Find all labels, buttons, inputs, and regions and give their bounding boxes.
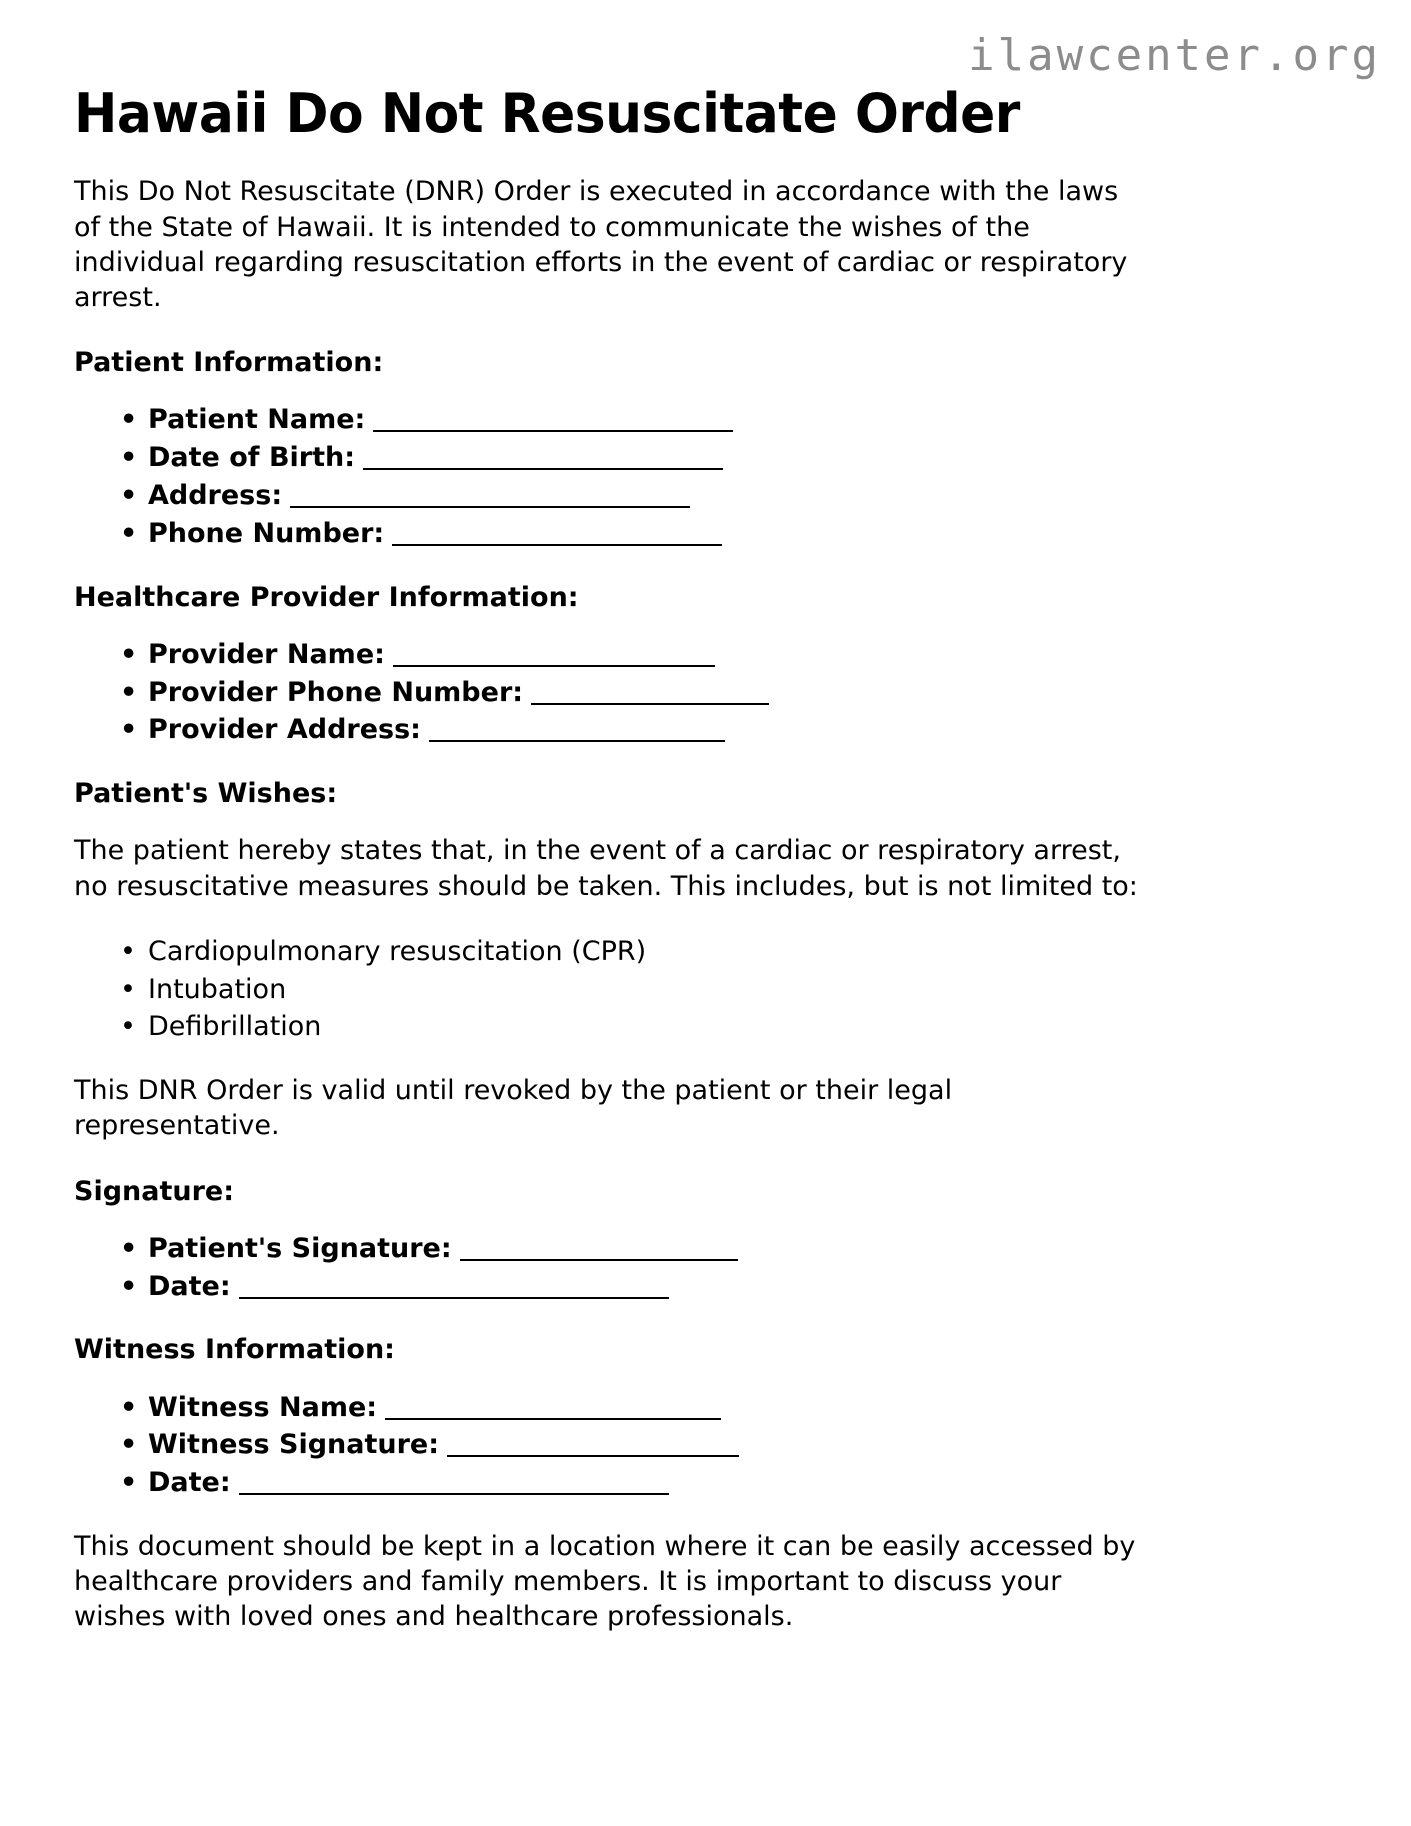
validity-paragraph: This DNR Order is valid until revoked by the patient or their legal representative. bbox=[74, 1075, 953, 1142]
witness-field-fill-line[interactable] bbox=[447, 1433, 739, 1457]
patient-field-label: Patient Name: bbox=[148, 403, 366, 435]
witness-field-row bbox=[120, 1427, 1344, 1463]
closing-paragraph: This document should be kept in a location where it can be easily accessed by healthcare providers and family members. It is important to discuss your wishes with loved ones and healthcare professionals. bbox=[74, 1531, 1136, 1633]
provider-field-fill-line[interactable] bbox=[531, 681, 769, 705]
healthcare-provider-fields bbox=[74, 637, 1344, 749]
patient-field-label: Phone Number: bbox=[148, 517, 385, 549]
witness-field-label: Witness Name: bbox=[148, 1391, 378, 1423]
patient-field-fill-line[interactable] bbox=[363, 446, 723, 470]
witness-field-row bbox=[120, 1390, 1344, 1426]
signature-field-fill-line[interactable] bbox=[460, 1237, 738, 1261]
patient-field-row bbox=[120, 440, 1344, 476]
section-heading-healthcare-provider-information: Healthcare Provider Information: bbox=[74, 581, 579, 613]
witness-field-row bbox=[120, 1465, 1344, 1501]
section-heading-patients-wishes: Patient's Wishes: bbox=[74, 778, 338, 810]
wishes-item: • Intubation bbox=[120, 972, 1344, 1008]
witness-field-label: Date: bbox=[148, 1467, 231, 1499]
provider-field-row bbox=[120, 712, 1344, 748]
patient-field-fill-line[interactable] bbox=[392, 522, 722, 546]
witness-information-fields bbox=[74, 1390, 1344, 1502]
wishes-item: • Cardiopulmonary resuscitation (CPR) bbox=[120, 934, 1344, 970]
signature-field-fill-line[interactable] bbox=[239, 1275, 669, 1299]
provider-field-label: Provider Address: bbox=[148, 714, 421, 746]
provider-field-fill-line[interactable] bbox=[393, 643, 715, 667]
patient-field-row bbox=[120, 402, 1344, 438]
signature-field-row bbox=[120, 1269, 1344, 1305]
document-content bbox=[74, 84, 1344, 1665]
page-title: Hawaii Do Not Resuscitate Order bbox=[74, 82, 1020, 145]
patient-field-fill-line[interactable] bbox=[373, 408, 733, 432]
site-watermark: ilawcenter.org bbox=[968, 30, 1381, 81]
section-heading-signature: Signature: bbox=[74, 1175, 235, 1207]
provider-field-label: Provider Phone Number: bbox=[148, 676, 524, 708]
provider-field-label: Provider Name: bbox=[148, 638, 385, 670]
section-heading-witness-information: Witness Information: bbox=[74, 1334, 395, 1366]
section-heading-patient-information: Patient Information: bbox=[74, 346, 384, 378]
signature-field-label: Date: bbox=[148, 1270, 231, 1302]
intro-paragraph: This Do Not Resuscitate (DNR) Order is executed in accordance with the laws of the State of Hawaii. It is intended to communicate the wishes of the individual regarding resuscitation efforts in the event of cardiac or respiratory arrest. bbox=[74, 176, 1128, 313]
patient-field-row bbox=[120, 516, 1344, 552]
signature-fields bbox=[74, 1231, 1344, 1305]
wishes-item: • Defibrillation bbox=[120, 1009, 1344, 1045]
provider-field-row bbox=[120, 637, 1344, 673]
patient-field-fill-line[interactable] bbox=[290, 484, 690, 508]
signature-field-row bbox=[120, 1231, 1344, 1267]
patient-field-label: Date of Birth: bbox=[148, 441, 356, 473]
patient-field-label: Address: bbox=[148, 479, 283, 511]
provider-field-fill-line[interactable] bbox=[429, 718, 725, 742]
patients-wishes-paragraph: The patient hereby states that, in the event of a cardiac or respiratory arrest, no resuscitative measures should be taken. This includes, but is not limited to: bbox=[74, 835, 1138, 902]
witness-field-fill-line[interactable] bbox=[385, 1396, 721, 1420]
provider-field-row bbox=[120, 675, 1344, 711]
patients-wishes-items bbox=[74, 934, 1344, 1046]
signature-field-label: Patient's Signature: bbox=[148, 1232, 452, 1264]
witness-field-fill-line[interactable] bbox=[239, 1471, 669, 1495]
witness-field-label: Witness Signature: bbox=[148, 1429, 440, 1461]
patient-field-row bbox=[120, 478, 1344, 514]
patient-information-fields bbox=[74, 402, 1344, 552]
